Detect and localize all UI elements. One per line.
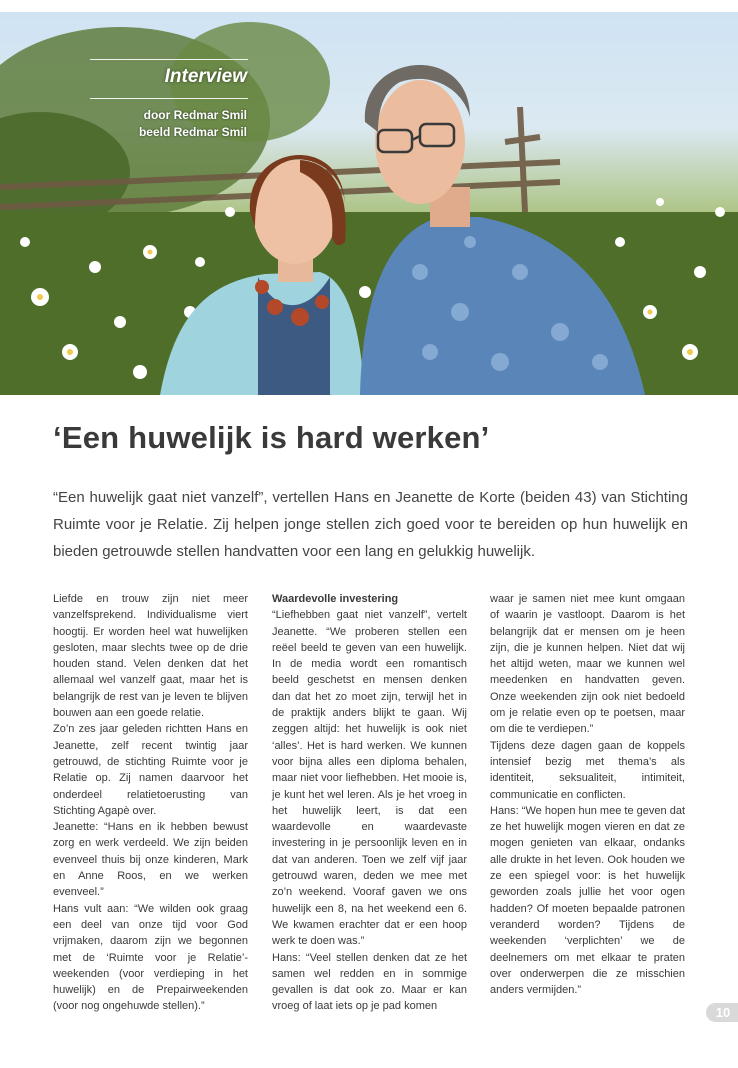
paragraph: waar je samen niet mee kunt omgaan of waarin je vastloopt. Daarom is het belangrijk dat er mensen om je heen zijn, die je kunnen helpen. Niet dat wij het altijd weten, maar we kunnen wel meedenken en handvatten geven. Onze weekenden zijn ook niet bedoeld om je relatie even op te poetsen, maar om die te verdiepen.” <box>490 593 685 736</box>
article-intro: “Een huwelijk gaat niet vanzelf”, vertellen Hans en Jeanette de Korte (beiden 43) van Stichting Ruimte voor je Relatie. Zij helpen jonge stellen zich goed voor te bereiden op hun huwelijk en bieden getrouwde stellen handvatten voor een lang en gelukkig huwelijk. <box>53 489 688 560</box>
page-number: 10 <box>706 1003 738 1022</box>
subheading: Waardevolle investering <box>272 593 399 605</box>
paragraph: Liefde en trouw zijn niet meer vanzelfsprekend. Individualisme viert hoogtij. Er worden heel wat huwelijken gesloten, maar slechts twee op de drie houden stand. Velen denken dat het allemaal wel vanzelf gaat, maar het is belangrijk de rest van je leven te blijven bouwen aan een goede relatie. <box>53 593 248 720</box>
column-3 <box>490 591 685 998</box>
column-1 <box>53 591 248 1015</box>
author-credit: door Redmar Smil <box>143 108 247 122</box>
paragraph: “Liefhebben gaat niet vanzelf”, vertelt Jeanette. “We proberen stellen een reëel beeld te geven van een huwelijk. In de media wordt een romantisch beeld geschetst en mensen denken dan dat het zo moet zijn, terwijl het in de praktijk anders blijkt te gaan. Wij zeggen altijd: het huwelijk is ook niet ‘alles’. Het is hard werken. We kunnen voor bijna alles een diploma behalen, maar niet voor liefhebben. Het mooie is, je kunt het wel leren. Als je het vroeg in het huwelijk leert, is dat een waardevolle en waardevaste investering in je persoonlijk leven en in dat van anderen. Toen we zelf vijf jaar getrouwd waren, deden we mee met zo’n weekend. Vooraf gaven we ons huwelijk een 8, na het weekend een 6. We kwamen erachter dat er een hoop werk te doen was.” <box>272 609 467 948</box>
paragraph: Tijdens deze dagen gaan de koppels intensief bezig met thema’s als identiteit, seksualiteit, intimiteit, communicatie en conflicten. <box>490 739 685 801</box>
article-title: ‘Een huwelijk is hard werken’ <box>53 420 490 455</box>
paragraph: Hans: “We hopen hun mee te geven dat ze het huwelijk mogen vieren en dat ze mogen genieten van elkaar, ondanks alle drukte in het leven. Ook houden we ze een spiegel voor: is het huwelijk geworden zoals jullie het voor ogen hadden? Of moeten bepaalde patronen veranderd worden? Tijdens de weekenden ‘verplichten’ we de deelnemers om met elkaar te praten over onderwerpen die ze misschien anders vermijden.” <box>490 804 685 997</box>
photo-credit: beeld Redmar Smil <box>138 125 247 139</box>
paragraph: Zo’n zes jaar geleden richtten Hans en Jeanette, zelf recent twintig jaar getrouwd, de stichting Ruimte voor je Relatie op. Zij namen daarvoor het onderdeel relatietoerusting van Stichting Agapè over. <box>53 723 248 817</box>
section-label: Interview <box>164 66 247 87</box>
paragraph: Hans vult aan: “We wilden ook graag een deel van onze tijd voor God vrijmaken, daarom zijn we begonnen met de ‘Ruimte voor je Relatie’-weekenden (voor verdieping in het huwelijk) en de Prepairweekenden (voor nog ongehuwde stellen).” <box>53 902 248 1013</box>
paragraph: Hans: “Veel stellen denken dat ze het samen wel redden en in sommige gevallen is dat ook zo. Maar er kan vroeg of laat iets op je pad komen <box>272 951 467 1013</box>
header-rule-bottom <box>90 98 248 99</box>
paragraph: Jeanette: “Hans en ik hebben bewust zorg en werk verdeeld. We zijn beiden evenveel thuis bij onze kinderen, Mark en Anne Roos, en we werken evenveel.” <box>53 821 248 899</box>
header-rule-top <box>90 59 248 60</box>
column-2 <box>272 591 467 1015</box>
